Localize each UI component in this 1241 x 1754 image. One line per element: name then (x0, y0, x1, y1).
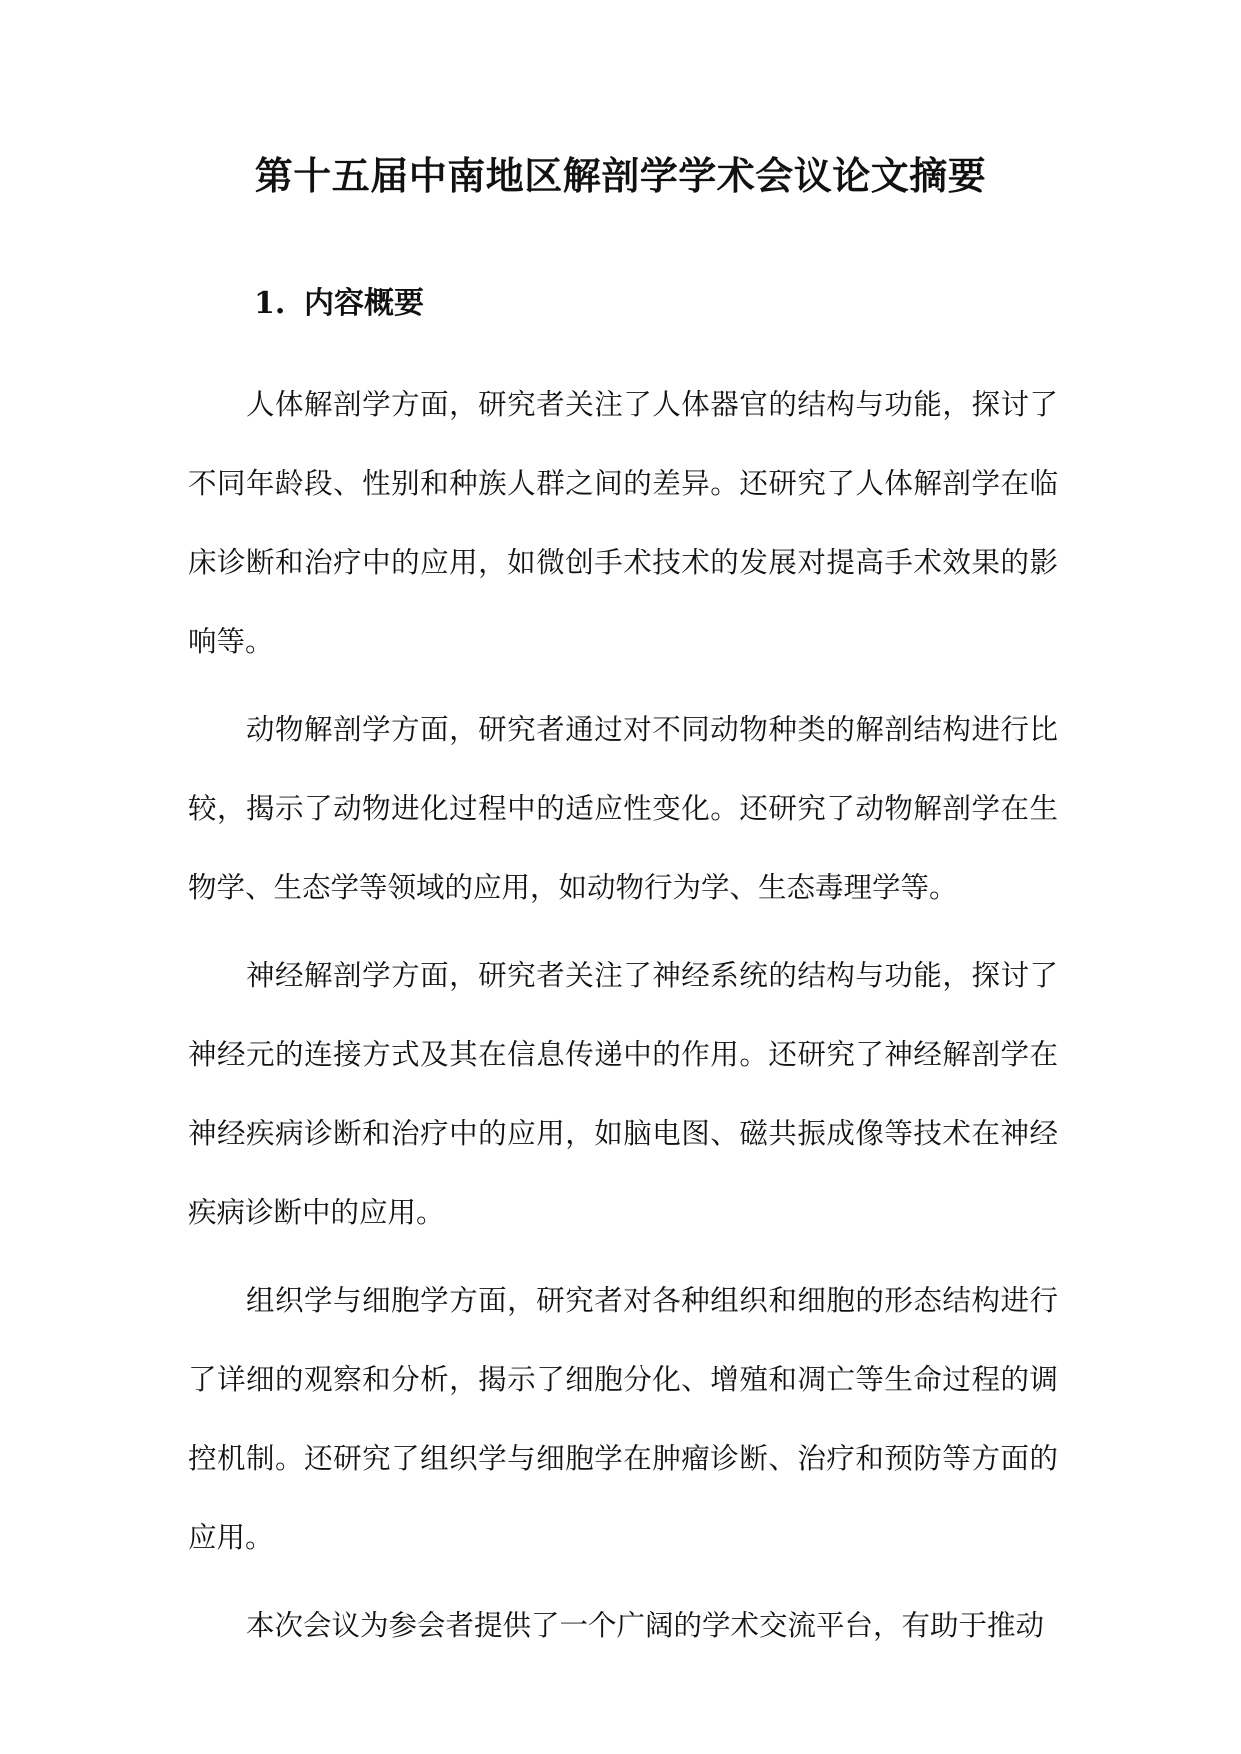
paragraph-animal-anatomy: 动物解剖学方面，研究者通过对不同动物种类的解剖结构进行比较，揭示了动物进化过程中的适应性变化。还研究了动物解剖学在生物学、生态学等领域的应用，如动物行为学、生态毒理学等。 (188, 713, 1058, 904)
document-body (188, 365, 1058, 1674)
document-title: 第十五届中南地区解剖学学术会议论文摘要 (254, 153, 987, 198)
paragraph-human-anatomy: 人体解剖学方面，研究者关注了人体器官的结构与功能，探讨了不同年龄段、性别和种族人群之间的差异。还研究了人体解剖学在临床诊断和治疗中的应用，如微创手术技术的发展对提高手术效果的影响等。 (188, 388, 1058, 658)
paragraph-neuroanatomy: 神经解剖学方面，研究者关注了神经系统的结构与功能，探讨了神经元的连接方式及其在信息传递中的作用。还研究了神经解剖学在神经疾病诊断和治疗中的应用，如脑电图、磁共振成像等技术在神经疾病诊断中的应用。 (188, 959, 1058, 1229)
section-heading (254, 282, 424, 326)
paragraph-conference-summary: 本次会议为参会者提供了一个广阔的学术交流平台，有助于推动 (246, 1609, 1045, 1642)
section-title: 内容概要 (304, 286, 424, 321)
paragraph-histology-cytology: 组织学与细胞学方面，研究者对各种组织和细胞的形态结构进行了详细的观察和分析，揭示了细胞分化、增殖和凋亡等生命过程的调控机制。还研究了组织学与细胞学在肿瘤诊断、治疗和预防等方面的应用。 (188, 1284, 1058, 1554)
section-number: 1. (254, 286, 286, 321)
